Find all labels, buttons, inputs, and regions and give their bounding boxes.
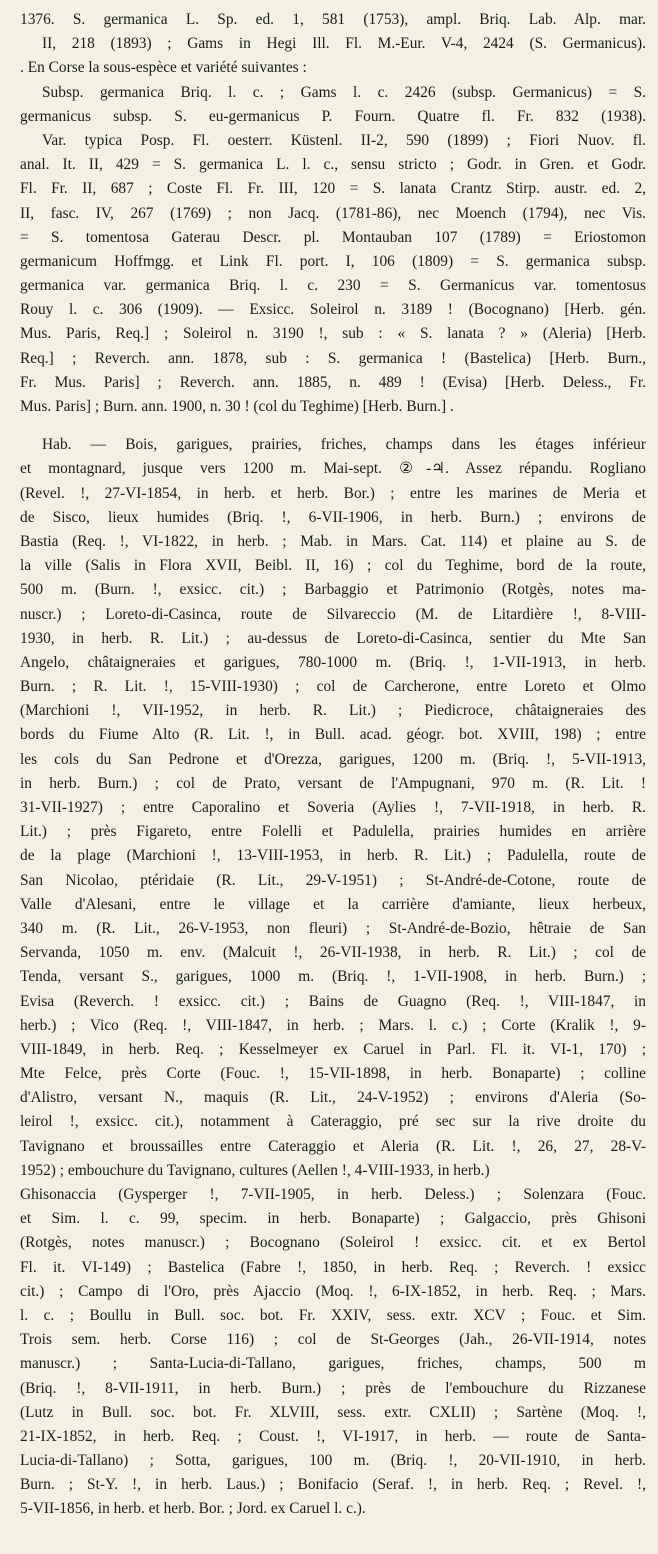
text-line: 31-VII-1927) ; entre Caporalino et Soveria (Aylies !, 7-VII-1918, in herb. R. (20, 799, 646, 816)
text-line: II, fasc. IV, 267 (1769) ; non Jacq. (1781-86), nec Moench (1794), nec Vis. (20, 204, 646, 222)
text-line: in herb. Burn.) ; col de Prato, versant de l'Ampugnani, 970 m. (R. Lit. ! (20, 774, 646, 792)
text-line: d'Alistro, versant N., maquis (R. Lit., 24-V-1952) ; environs d'Aleria (So- (20, 1089, 646, 1107)
text-line: les cols du San Pedrone et d'Orezza, garigues, 1200 m. (Briq. !, 5-VII-1913, (20, 750, 646, 768)
text-line: (Revel. !, 27-VI-1854, in herb. et herb. Bor.) ; entre les marines de Meria et (20, 484, 646, 502)
text-line: de la plage (Marchioni !, 13-VIII-1953, in herb. R. Lit.) ; Padulella, route de (20, 847, 646, 865)
text-line: Tenda, versant S., garigues, 1000 m. (Briq. !, 1-VII-1908, in herb. Burn.) ; (20, 968, 646, 986)
habitat-section (20, 433, 646, 1521)
text-line: germanicus subsp. S. eu-germanicus P. Fourn. Quatre fl. Fr. 832 (1938). (20, 107, 646, 125)
text-line: II, 218 (1893) ; Gams in Hegi Ill. Fl. M.-Eur. V-4, 2424 (S. Germanicus). (42, 35, 646, 53)
text-line: Burn. ; St-Y. !, in herb. Laus.) ; Bonifacio (Seraf. !, in herb. Req. ; Revel. !, (20, 1476, 646, 1494)
text-line: San Nicolao, ptéridaie (R. Lit., 29-V-1951) ; St-André-de-Cotone, route de (20, 871, 646, 889)
text-line: Var. typica Posp. Fl. oesterr. Küstenl. II-2, 590 (1899) ; Fiori Nuov. fl. (42, 131, 646, 149)
text-line: Burn. ; R. Lit. !, 15-VIII-1930) ; col de Carcherone, entre Loreto et Olmo (20, 678, 646, 696)
text-line: Fl. Fr. II, 687 ; Coste Fl. Fr. III, 120 = S. lanata Crantz Stirp. austr. ed. 2, (20, 180, 646, 198)
text-line: Req.] ; Reverch. ann. 1878, sub : S. germanica ! (Bastelica) [Herb. Burn., (20, 349, 646, 367)
text-line: VIII-1849, in herb. Req. ; Kesselmeyer ex Caruel in Parl. Fl. it. VI-1, 170) ; (20, 1040, 646, 1058)
text-line: Mus. Paris, Req.] ; Soleirol n. 3190 !, sub : « S. lanata ? » (Aleria) [Herb. (20, 325, 646, 343)
text-line: Mus. Paris] ; Burn. ann. 1900, n. 30 ! (col du Teghime) [Herb. Burn.] . (20, 398, 454, 415)
text-line: Tavignano et broussailles entre Cateraggio et Aleria (R. Lit. !, 26, 27, 28-V- (20, 1137, 646, 1155)
text-line: Fr. Mus. Paris] ; Reverch. ann. 1885, n. 489 ! (Evisa) [Herb. Deless., Fr. (20, 373, 646, 391)
text-line: Mte Felce, près Corte (Fouc. !, 15-VII-1898, in herb. Bonaparte) ; colline (20, 1065, 646, 1083)
text-line: 340 m. (R. Lit., 26-V-1953, non fleuri) ; St-André-de-Bozio, hêtraie de San (20, 919, 646, 937)
text-line: Rouy l. c. 306 (1909). — Exsicc. Soleirol n. 3189 ! (Bocognano) [Herb. gén. (20, 301, 646, 319)
text-line: anal. It. II, 429 = S. germanica L. l. c., sensu stricto ; Godr. in Gren. et Godr. (20, 156, 646, 174)
text-line: nuscr.) ; Loreto-di-Casinca, route de Silvareccio (M. de Litardière !, 8-VIII- (20, 605, 646, 623)
text-line: 1376. S. germanica L. Sp. ed. 1, 581 (1753), ampl. Briq. Lab. Alp. mar. (20, 11, 646, 28)
text-line: manuscr.) ; Santa-Lucia-di-Tallano, garigues, friches, champs, 500 m (20, 1355, 646, 1373)
text-line: l. c. ; Boullu in Bull. soc. bot. Fr. XXIV, sess. extr. XCV ; Fouc. et Sim. (20, 1306, 646, 1324)
text-line: Angelo, châtaigneraies et garigues, 780-1000 m. (Briq. !, 1-VII-1913, in herb. (20, 653, 646, 671)
text-line: . En Corse la sous-espèce et variété suivantes : (20, 59, 307, 77)
text-line: germanicum Hoffmgg. et Link Fl. port. I, 106 (1809) = S. germanica subsp. (20, 252, 646, 270)
text-line: cit.) ; Campo di l'Oro, près Ajaccio (Moq. !, 6-IX-1852, in herb. Req. ; Mars. (20, 1282, 646, 1300)
text-line: bords du Fiume Alto (R. Lit. !, in Bull. acad. géogr. bot. XVIII, 198) ; entre (20, 726, 646, 744)
text-line: Bastia (Req. !, VI-1822, in herb. ; Mab. in Mars. Cat. 114) et plaine au S. de (20, 532, 646, 550)
text-line: la ville (Salis in Flora XVII, Beibl. II, 16) ; col du Teghime, bord de la route, (20, 557, 646, 575)
text-line: Lit.) ; près Figareto, entre Folelli et Padulella, prairies humides en arrière (20, 823, 646, 841)
text-line: (Briq. !, 8-VII-1911, in herb. Burn.) ; près de l'embouchure du Rizzanese (20, 1379, 646, 1397)
text-line: 5-VII-1856, in herb. et herb. Bor. ; Jord. ex Caruel l. c.). (20, 1500, 366, 1518)
text-line: Trois sem. herb. Corse 116) ; col de St-Georges (Jah., 26-VII-1914, notes (20, 1331, 646, 1349)
text-line: (Rotgès, notes manuscr.) ; Bocognano (Soleirol ! exsicc. cit. et ex Bertol (20, 1234, 646, 1252)
text-line: = S. tomentosa Gaterau Descr. pl. Montauban 107 (1789) = Eriostomon (20, 228, 646, 246)
text-line: herb.) ; Vico (Req. !, VIII-1847, in herb. ; Mars. l. c.) ; Corte (Kralik !, 9- (20, 1016, 646, 1034)
text-line: 500 m. (Burn. !, exsicc. cit.) ; Barbaggio et Patrimonio (Rotgès, notes ma- (20, 581, 646, 599)
text-line: Servanda, 1050 m. env. (Malcuit !, 26-VII-1938, in herb. R. Lit.) ; col de (20, 944, 646, 962)
text-line: Lucia-di-Tallano) ; Sotta, garigues, 100 m. (Briq. !, 20-VII-1910, in herb. (20, 1452, 646, 1470)
text-line: (Lutz in Bull. soc. bot. Fr. XLVIII, sess. extr. CXLII) ; Sartène (Moq. !, (20, 1403, 646, 1421)
text-line: 1930, in herb. R. Lit.) ; au-dessus de Loreto-di-Casinca, sentier du Mte San (20, 629, 646, 647)
text-line: Hab. — Bois, garigues, prairies, friches, champs dans les étages inférieur (42, 436, 646, 454)
text-line: Subsp. germanica Briq. l. c. ; Gams l. c. 2426 (subsp. Germanicus) = S. (42, 83, 646, 101)
paragraph-gap (20, 419, 646, 433)
species-entry (20, 8, 646, 419)
text-line: Ghisonaccia (Gysperger !, 7-VII-1905, in herb. Deless.) ; Solenzara (Fouc. (20, 1186, 646, 1203)
text-line: germanica var. germanica Briq. l. c. 230 = S. Germanicus var. tomentosus (20, 277, 646, 295)
text-line: (Marchioni !, VII-1952, in herb. R. Lit.) ; Piedicroce, châtaigneraies des (20, 702, 646, 720)
text-line: Evisa (Reverch. ! exsicc. cit.) ; Bains de Guagno (Req. !, VIII-1847, in (20, 992, 646, 1010)
text-line: 1952) ; embouchure du Tavignano, cultures (Aellen !, 4-VIII-1933, in herb.) (20, 1161, 490, 1179)
text-line: de Sisco, lieux humides (Briq. !, 6-VII-1906, in herb. Burn.) ; environs de (20, 508, 646, 526)
text-line: Fl. it. VI-149) ; Bastelica (Fabre !, 1850, in herb. Req. ; Reverch. ! exsicc (20, 1258, 646, 1276)
text-line: et montagnard, jusque vers 1200 m. Mai-sept. ②-♃. Assez répandu. Rogliano (20, 460, 646, 478)
text-line: et Sim. l. c. 99, specim. in herb. Bonaparte) ; Galgaccio, près Ghisoni (20, 1210, 646, 1228)
text-line: Valle d'Alesani, entre le village et la carrière d'amiante, lieux herbeux, (20, 895, 646, 913)
text-line: 21-IX-1852, in herb. Req. ; Coust. !, VI-1917, in herb. — route de Santa- (20, 1427, 646, 1445)
text-line: leirol !, exsicc. cit.), notamment à Cateraggio, pré sec sur la rive droite du (20, 1113, 646, 1131)
